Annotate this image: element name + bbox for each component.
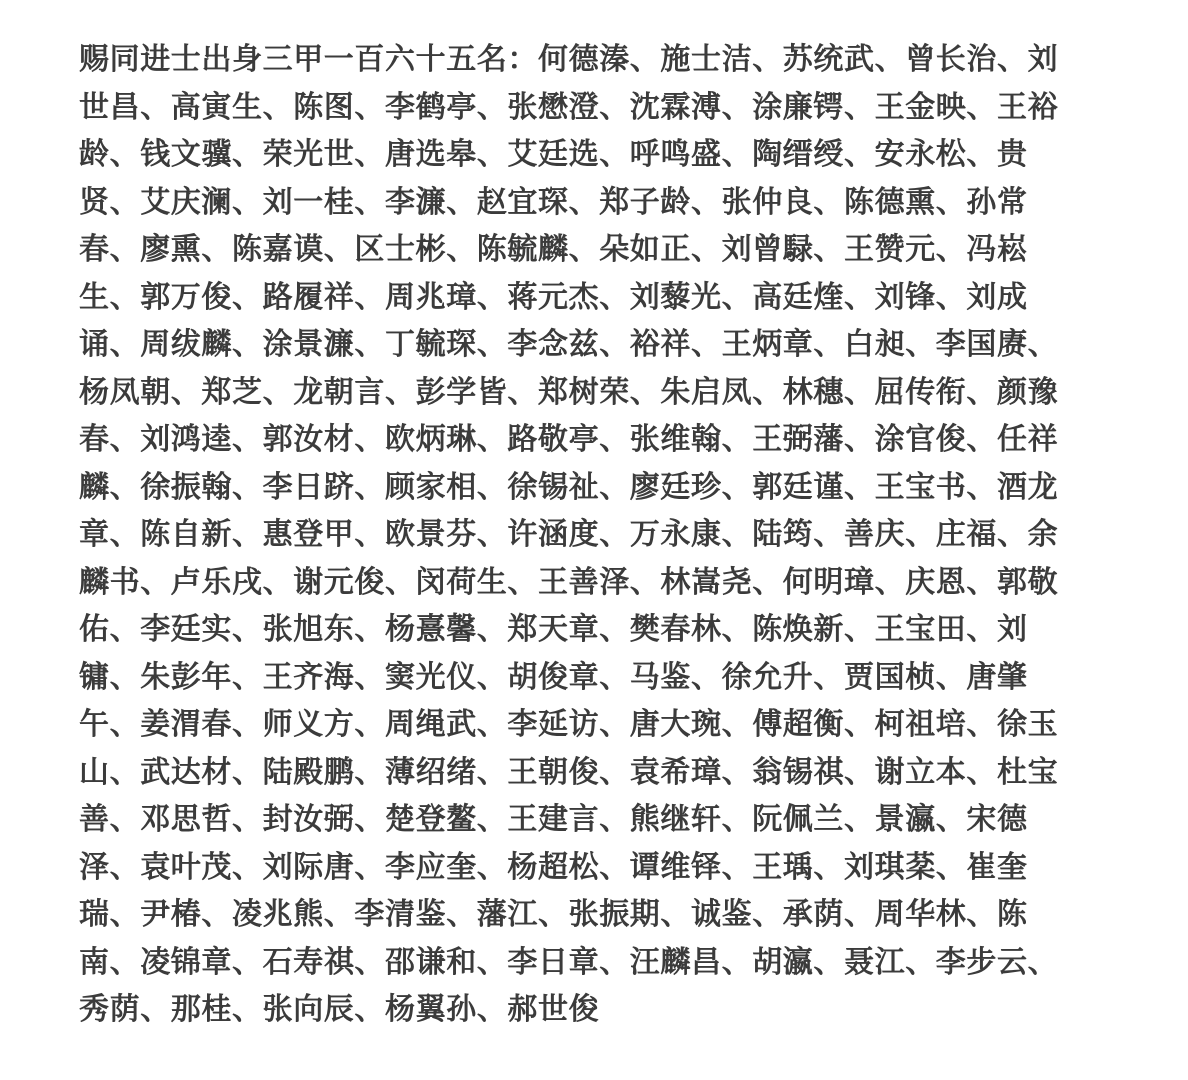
text-line: 南、凌锦章、石寿祺、邵谦和、李日章、汪麟昌、胡瀛、聂江、李步云、 — [79, 944, 1059, 980]
text-line: 午、姜渭春、师义方、周绳武、李延访、唐大琬、傅超衡、柯祖培、徐玉 — [79, 707, 1059, 742]
text-line: 章、陈自新、惠登甲、欧景芬、许涵度、万永康、陆筠、善庆、庄福、余 — [79, 517, 1059, 552]
text-line: 世昌、高寅生、陈图、李鹤亭、张懋澄、沈霖溥、涂廉锷、王金映、王裕 — [79, 89, 1059, 125]
text-line: 麟书、卢乐戌、谢元俊、闵荷生、王善泽、林嵩尧、何明璋、庆恩、郭敬 — [79, 564, 1059, 600]
text-line: 秀荫、那桂、张向辰、杨翼孙、郝世俊 — [79, 992, 600, 1027]
text-line: 镛、朱彭年、王齐海、窦光仪、胡俊章、马鉴、徐允升、贾国桢、唐肇 — [79, 659, 1028, 695]
text-line: 佑、李廷实、张旭东、杨憙馨、郑天章、樊春林、陈焕新、王宝田、刘 — [79, 612, 1028, 647]
text-line: 泽、袁叶茂、刘际唐、李应奎、杨超松、谭维铎、王瑀、刘琪棻、崔奎 — [79, 849, 1028, 885]
text-line: 春、刘鸿逵、郭汝材、欧炳琳、路敬亭、张维翰、王弼藩、涂官俊、任祥 — [79, 422, 1059, 457]
text-line: 龄、钱文骥、荣光世、唐选皋、艾廷选、呼鸣盛、陶缙绶、安永松、贵 — [79, 137, 1028, 172]
name-list-paragraph — [79, 36, 1119, 1034]
text-line: 生、郭万俊、路履祥、周兆璋、蒋元杰、刘藜光、高廷煃、刘锋、刘成 — [79, 279, 1028, 315]
text-line: 赐同进士出身三甲一百六十五名：何德溱、施士洁、苏统武、曾长治、刘 — [79, 42, 1059, 77]
text-line: 春、廖熏、陈嘉谟、区士彬、陈毓麟、朵如正、刘曾騄、王赞元、冯崧 — [79, 232, 1028, 267]
text-line: 瑞、尹椿、凌兆熊、李清鉴、藩江、张振期、诚鉴、承荫、周华林、陈 — [79, 897, 1028, 932]
text-line: 麟、徐振翰、李日跻、顾家相、徐锡祉、廖廷珍、郭廷谨、王宝书、酒龙 — [79, 469, 1059, 505]
text-line: 诵、周绂麟、涂景濂、丁毓琛、李念兹、裕祥、王炳章、白昶、李国赓、 — [79, 327, 1059, 362]
text-line: 杨凤朝、郑芝、龙朝言、彭学皆、郑树荣、朱启凤、林穗、屈传衔、颜豫 — [79, 374, 1059, 410]
text-line: 贤、艾庆澜、刘一桂、李濂、赵宜琛、郑子龄、张仲良、陈德熏、孙常 — [79, 184, 1028, 220]
text-line: 善、邓思哲、封汝弼、楚登鳌、王建言、熊继轩、阮佩兰、景瀛、宋德 — [79, 802, 1028, 837]
text-line: 山、武达材、陆殿鹏、薄绍绪、王朝俊、袁希璋、翁锡祺、谢立本、杜宝 — [79, 754, 1059, 790]
